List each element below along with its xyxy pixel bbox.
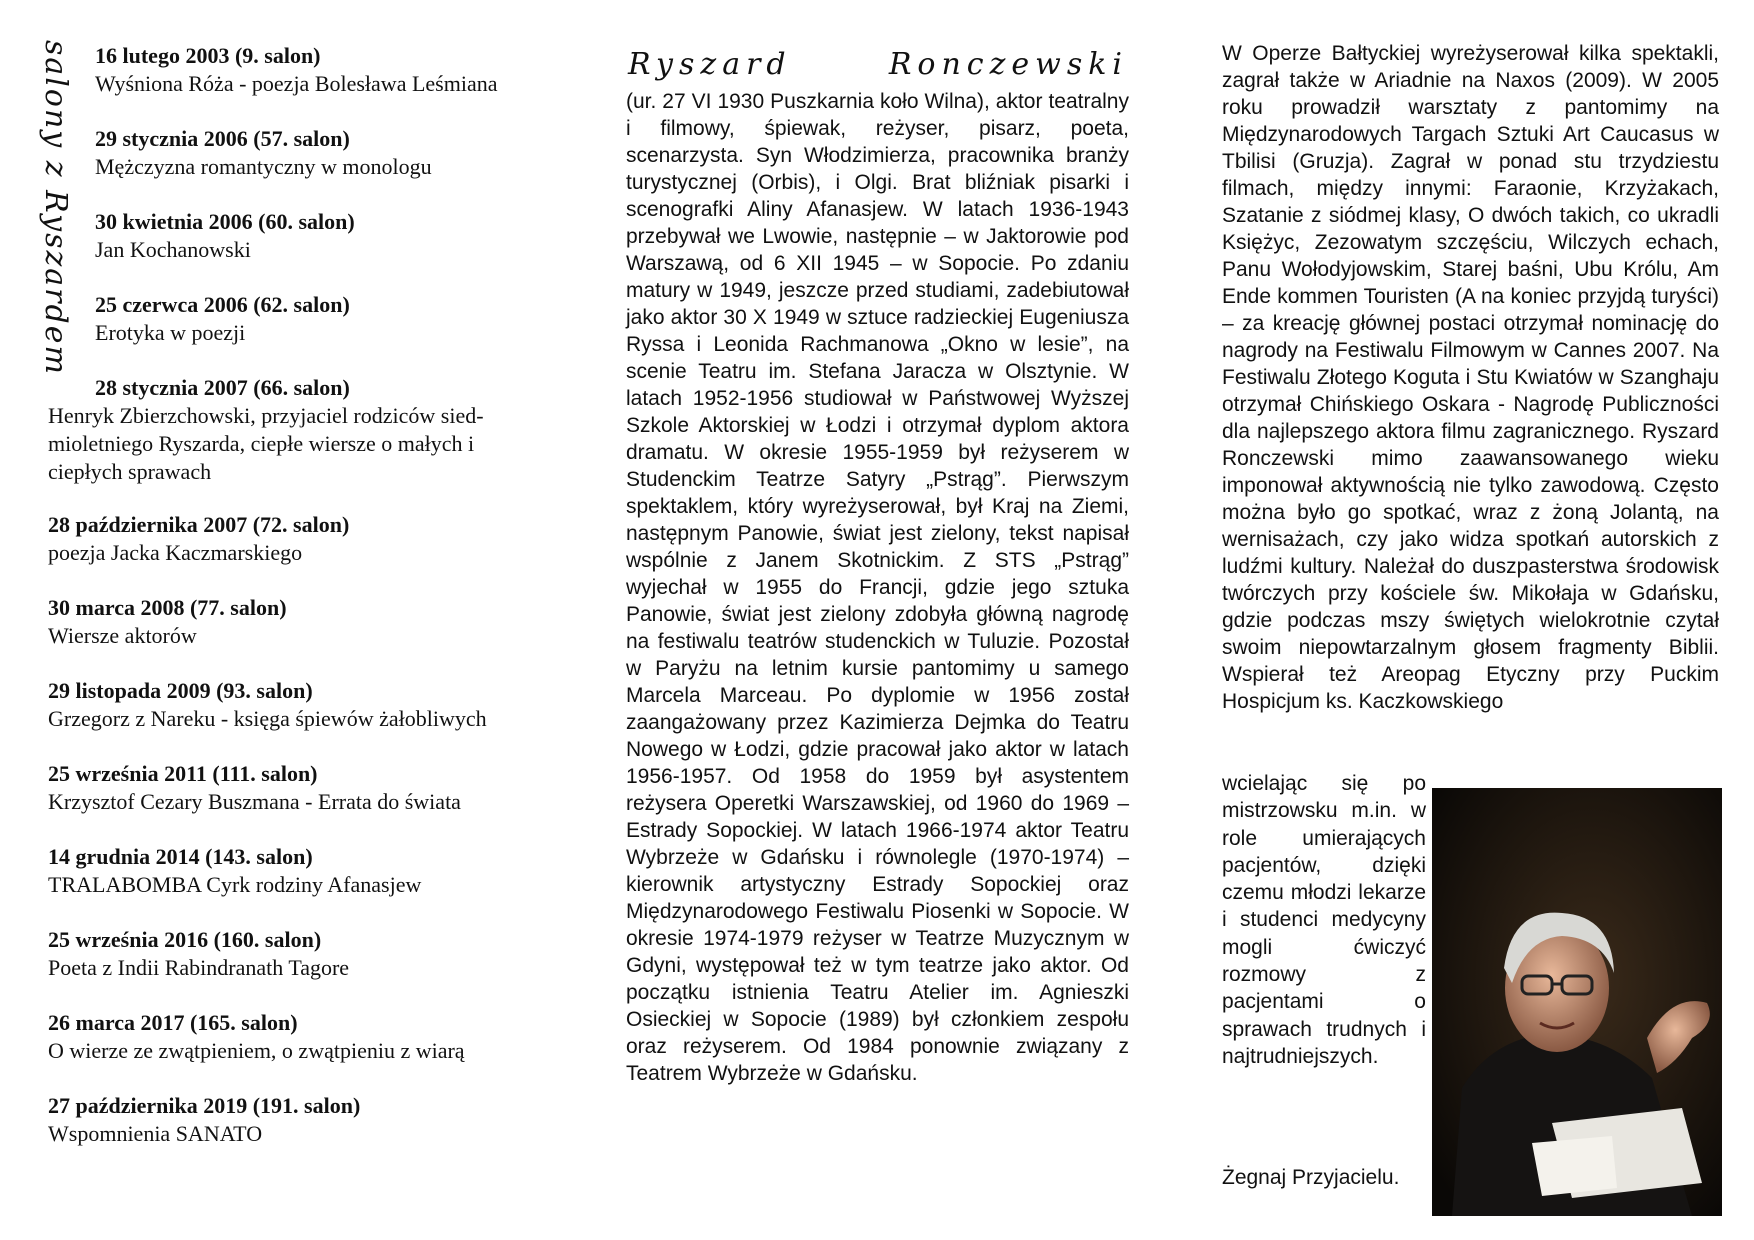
- salon-entry: [95, 291, 575, 347]
- salon-entry: [48, 374, 528, 486]
- salon-entry: [95, 208, 575, 264]
- salon-date: 25 września 2011 (111. salon): [48, 761, 318, 786]
- salon-entry: [48, 760, 578, 816]
- salon-title: Jan Kochanowski: [95, 237, 251, 262]
- salon-title: Wspomnienia SANATO: [48, 1121, 263, 1146]
- salon-date: 29 stycznia 2006 (57. salon): [95, 126, 350, 151]
- salon-date: 27 października 2019 (191. salon): [48, 1093, 361, 1118]
- salon-entry: [48, 594, 548, 650]
- salon-entry: [95, 125, 575, 181]
- salon-date: 29 listopada 2009 (93. salon): [48, 678, 313, 703]
- salon-title: Krzysztof Cezary Buszmana - Errata do świata: [48, 789, 461, 814]
- salon-date: 25 września 2016 (160. salon): [48, 927, 322, 952]
- side-title-text: salony z Ryszardem: [38, 40, 73, 376]
- salon-date: 16 lutego 2003 (9. salon): [95, 43, 321, 68]
- salon-title: O wierze ze zwątpieniem, o zwątpieniu z wiarą: [48, 1038, 465, 1063]
- salon-title: Poeta z Indii Rabindranath Tagore: [48, 955, 350, 980]
- bio-last-name: Ronczewski: [888, 47, 1128, 82]
- bio-column-3-wrap: wcielając się po mistrzowsku m.in. w role umierających pacjentów, dzięki czemu młodzi lekarze i studenci medycyny mogli ćwiczyć rozmowy z pacjentami o sprawach trudnych i najtrudniejszych.: [1222, 772, 1426, 1068]
- salon-entry: [95, 42, 575, 98]
- bio-heading: [628, 46, 1128, 84]
- bio-first-name: Ryszard: [628, 47, 792, 82]
- salon-date: 30 kwietnia 2006 (60. salon): [95, 209, 355, 234]
- salon-title: Wyśniona Róża - poezja Bolesława Leśmiana: [95, 71, 498, 96]
- actor-portrait-photo: [1432, 788, 1722, 1216]
- salon-title: Grzegorz z Nareku - księga śpiewów żałobliwych: [48, 706, 487, 731]
- salon-entry: [48, 1009, 578, 1065]
- salon-title: Erotyka w poezji: [95, 320, 246, 345]
- salon-title: Henryk Zbierzchowski, przyjaciel rodziców sied-mioletniego Ryszarda, ciepłe wiersze o małych i ciepłych sprawach: [48, 403, 484, 484]
- salon-date: 26 marca 2017 (165. salon): [48, 1010, 298, 1035]
- salon-date: 30 marca 2008 (77. salon): [48, 595, 287, 620]
- salon-title: TRALABOMBA Cyrk rodziny Afanasjew: [48, 872, 422, 897]
- salon-title: Mężczyzna romantyczny w monologu: [95, 154, 432, 179]
- salon-entry: [48, 926, 578, 982]
- salon-entry: [48, 677, 578, 733]
- salon-title: Wiersze aktorów: [48, 623, 197, 648]
- side-title: [38, 40, 73, 376]
- bio-column-2: (ur. 27 VI 1930 Puszkarnia koło Wilna), aktor teatralny i filmowy, śpiewak, reżyser, pisarz, poeta, scenarzysta. Syn Włodzimierza, pracownika branży turystycznej (Orbis), i Olgi. Brat bliźniak pisarki i scenografki Aliny Afanasjew. W latach 1936-1943 przebywał we Lwowie, następnie – w Jaktorowie pod Warszawą, od 6 XII 1945 – w Sopocie. Po zdaniu matury w 1949, jeszcze przed studiami, zadebiutował jako aktor 30 X 1949 w sztuce radzieckiej Eugeniusza Ryssa i Leonida Rachmanowa „Okno w lesie”, na scenie Teatru im. Stefana Jaracza w Olsztynie. W latach 1952-1956 studiował w Państwowej Wyższej Szkole Aktorskiej w Łodzi i otrzymał dyplom aktora dramatu. W okresie 1955-1959 był reżyserem w Studenckim Teatrze Satyry „Pstrąg”. Pierwszym spektaklem, który wyreżyserował, był Kraj na Ziemi, następnym Panowie, świat jest zielony, tekst napisał wspólnie z Janem Skotnickim. Z STS „Pstrąg” wyjechał w 1955 do Francji, gdzie jego sztuka Panowie, świat jest zielony zdobyła główną nagrodę na festiwalu teatrów studenckich w Tuluzie. Pozostał w Paryżu na letnim kursie pantomimy u samego Marcela Marceau. Po dyplomie w 1956 został zaangażowany przez Kazimierza Dejmka do Teatru Nowego w Łodzi, gdzie pracował jako aktor w latach 1956-1957. Od 1958 do 1959 był asystentem reżysera Operetki Warszawskiej, od 1960 do 1969 – Estrady Sopockiej. W latach 1966-1974 aktor Teatru Wybrzeże w Gdańsku i równolegle (1970-1974) – kierownik artystyczny Estrady Sopockiej oraz Międzynarodowego Festiwalu Piosenki w Sopocie. W okresie 1974-1979 reżyser w Teatrze Muzycznym w Gdyni, występował też w tym teatrze jako aktor. Od początku istnienia Teatru Atelier im. Agnieszki Osieckiej w Sopocie (1989) był członkiem zespołu oraz reżyserem. Od 1984 ponownie związany z Teatrem Wybrzeże w Gdańsku.: [626, 90, 1129, 1085]
- salon-date: 25 czerwca 2006 (62. salon): [95, 292, 350, 317]
- salon-date: 14 grudnia 2014 (143. salon): [48, 844, 313, 869]
- salon-title: poezja Jacka Kaczmarskiego: [48, 540, 303, 565]
- farewell-text: Żegnaj Przyjacielu.: [1222, 1166, 1400, 1189]
- salon-entry: [48, 843, 578, 899]
- salon-date: 28 października 2007 (72. salon): [48, 512, 350, 537]
- salon-list-column: [0, 0, 600, 1240]
- salon-date: 28 stycznia 2007 (66. salon): [95, 375, 350, 400]
- salon-entry: [48, 1092, 578, 1148]
- bio-column-3: W Operze Bałtyckiej wyreżyserował kilka spektakli, zagrał także w Ariadnie na Naxos (2009). W 2005 roku prowadził warsztaty z pantomimy na Międzynarodowych Targach Sztuki Art Caucasus w Tbilisi (Gruzja). Zagrał w ponad stu trzydziestu filmach, między innymi: Faraonie, Krzyżakach, Szatanie z siódmej klasy, O dwóch takich, co ukradli Księżyc, Zezowatym szczęściu, Wilczych echach, Panu Wołodyjowskim, Starej baśni, Ubu Królu, Am Ende kommen Touristen (A na koniec przyjdą turyści) – za kreację głównej postaci otrzymał nominację do nagrody na Festiwalu Filmowym w Cannes 2007. Na Festiwalu Złotego Koguta i Stu Kwiatów w Szanghaju otrzymał Chińskiego Oskara - Nagrodę Publiczności dla najlepszego aktora filmu zagranicznego. Ryszard Ronczewski mimo zaawansowanego wieku imponował aktywnością nie tylko zawodową. Często można było go spotkać, wraz z żoną Jolantą, na wernisażach, czy jako widza spotkań autorskich z ludźmi kultury. Należał do duszpasterstwa środowisk twórczych przy kościele św. Mikołaja w Gdańsku, gdzie podczas mszy świętych wielokrotnie czytał swoim niepowtarzalnym głosem fragmenty Biblii. Wspierał też Areopag Etyczny przy Puckim Hospicjum ks. Kaczkowskiego: [1222, 42, 1719, 713]
- salon-entry: [48, 511, 548, 567]
